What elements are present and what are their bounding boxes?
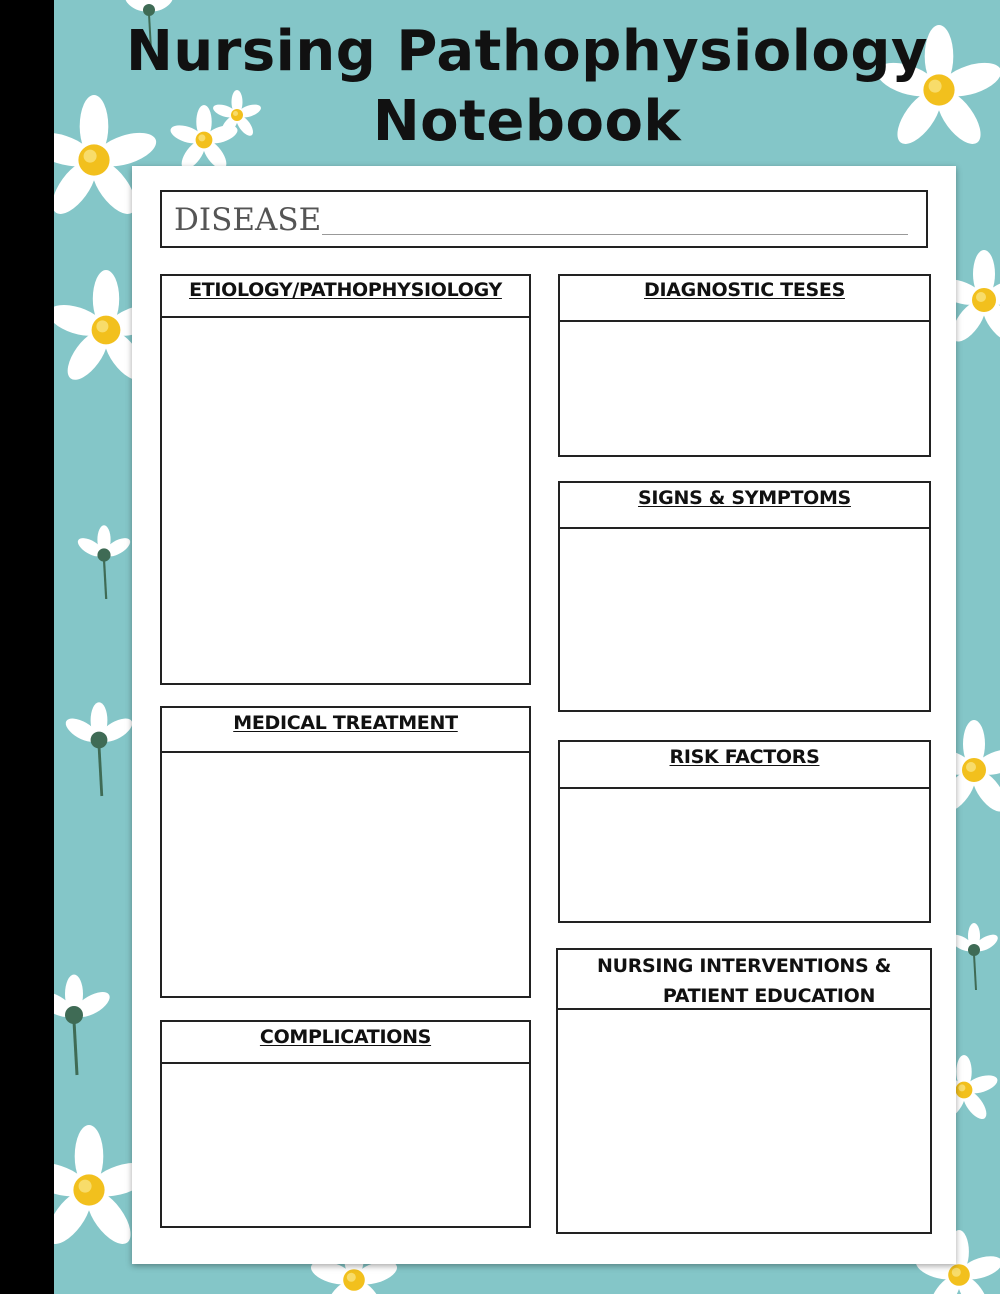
daisy-bud-icon — [54, 975, 114, 1076]
nursing-interventions-title-line-1: NURSING INTERVENTIONS & — [596, 955, 891, 977]
cover-title-line-2: Notebook — [372, 89, 682, 154]
nursing-interventions-header — [558, 950, 930, 1010]
cover-title-line-1: Nursing Pathophysiology — [126, 19, 928, 84]
risk-factors-header — [560, 742, 929, 789]
signs-symptoms-section[interactable] — [558, 481, 931, 712]
signs-symptoms-title: SIGNS & SYMPTOMS — [638, 487, 851, 509]
disease-label: DISEASE — [174, 202, 322, 238]
daisy-bud-icon — [62, 702, 136, 796]
diagnostic-tests-section[interactable] — [558, 274, 931, 457]
disease-write-line — [322, 234, 908, 235]
daisy-bud-icon — [75, 525, 133, 599]
risk-factors-title: RISK FACTORS — [669, 746, 820, 768]
risk-factors-section[interactable] — [558, 740, 931, 923]
etiology-header — [162, 276, 529, 318]
medical-treatment-title: MEDICAL TREATMENT — [233, 712, 458, 734]
medical-treatment-header — [162, 708, 529, 753]
medical-treatment-section[interactable] — [160, 706, 531, 998]
diagnostic-tests-header — [560, 276, 929, 322]
disease-field[interactable] — [160, 190, 928, 248]
complications-header — [162, 1022, 529, 1064]
nursing-interventions-title-line-2: PATIENT EDUCATION — [662, 985, 876, 1007]
etiology-section[interactable] — [160, 274, 531, 685]
diagnostic-tests-title: DIAGNOSTIC TESES — [644, 279, 845, 301]
signs-symptoms-header — [560, 483, 929, 529]
notebook-page — [132, 166, 956, 1264]
book-spine — [0, 0, 54, 1294]
etiology-title: ETIOLOGY/PATHOPHYSIOLOGY — [189, 279, 502, 301]
nursing-interventions-section[interactable] — [556, 948, 932, 1234]
complications-title: COMPLICATIONS — [259, 1026, 432, 1048]
complications-section[interactable] — [160, 1020, 531, 1228]
